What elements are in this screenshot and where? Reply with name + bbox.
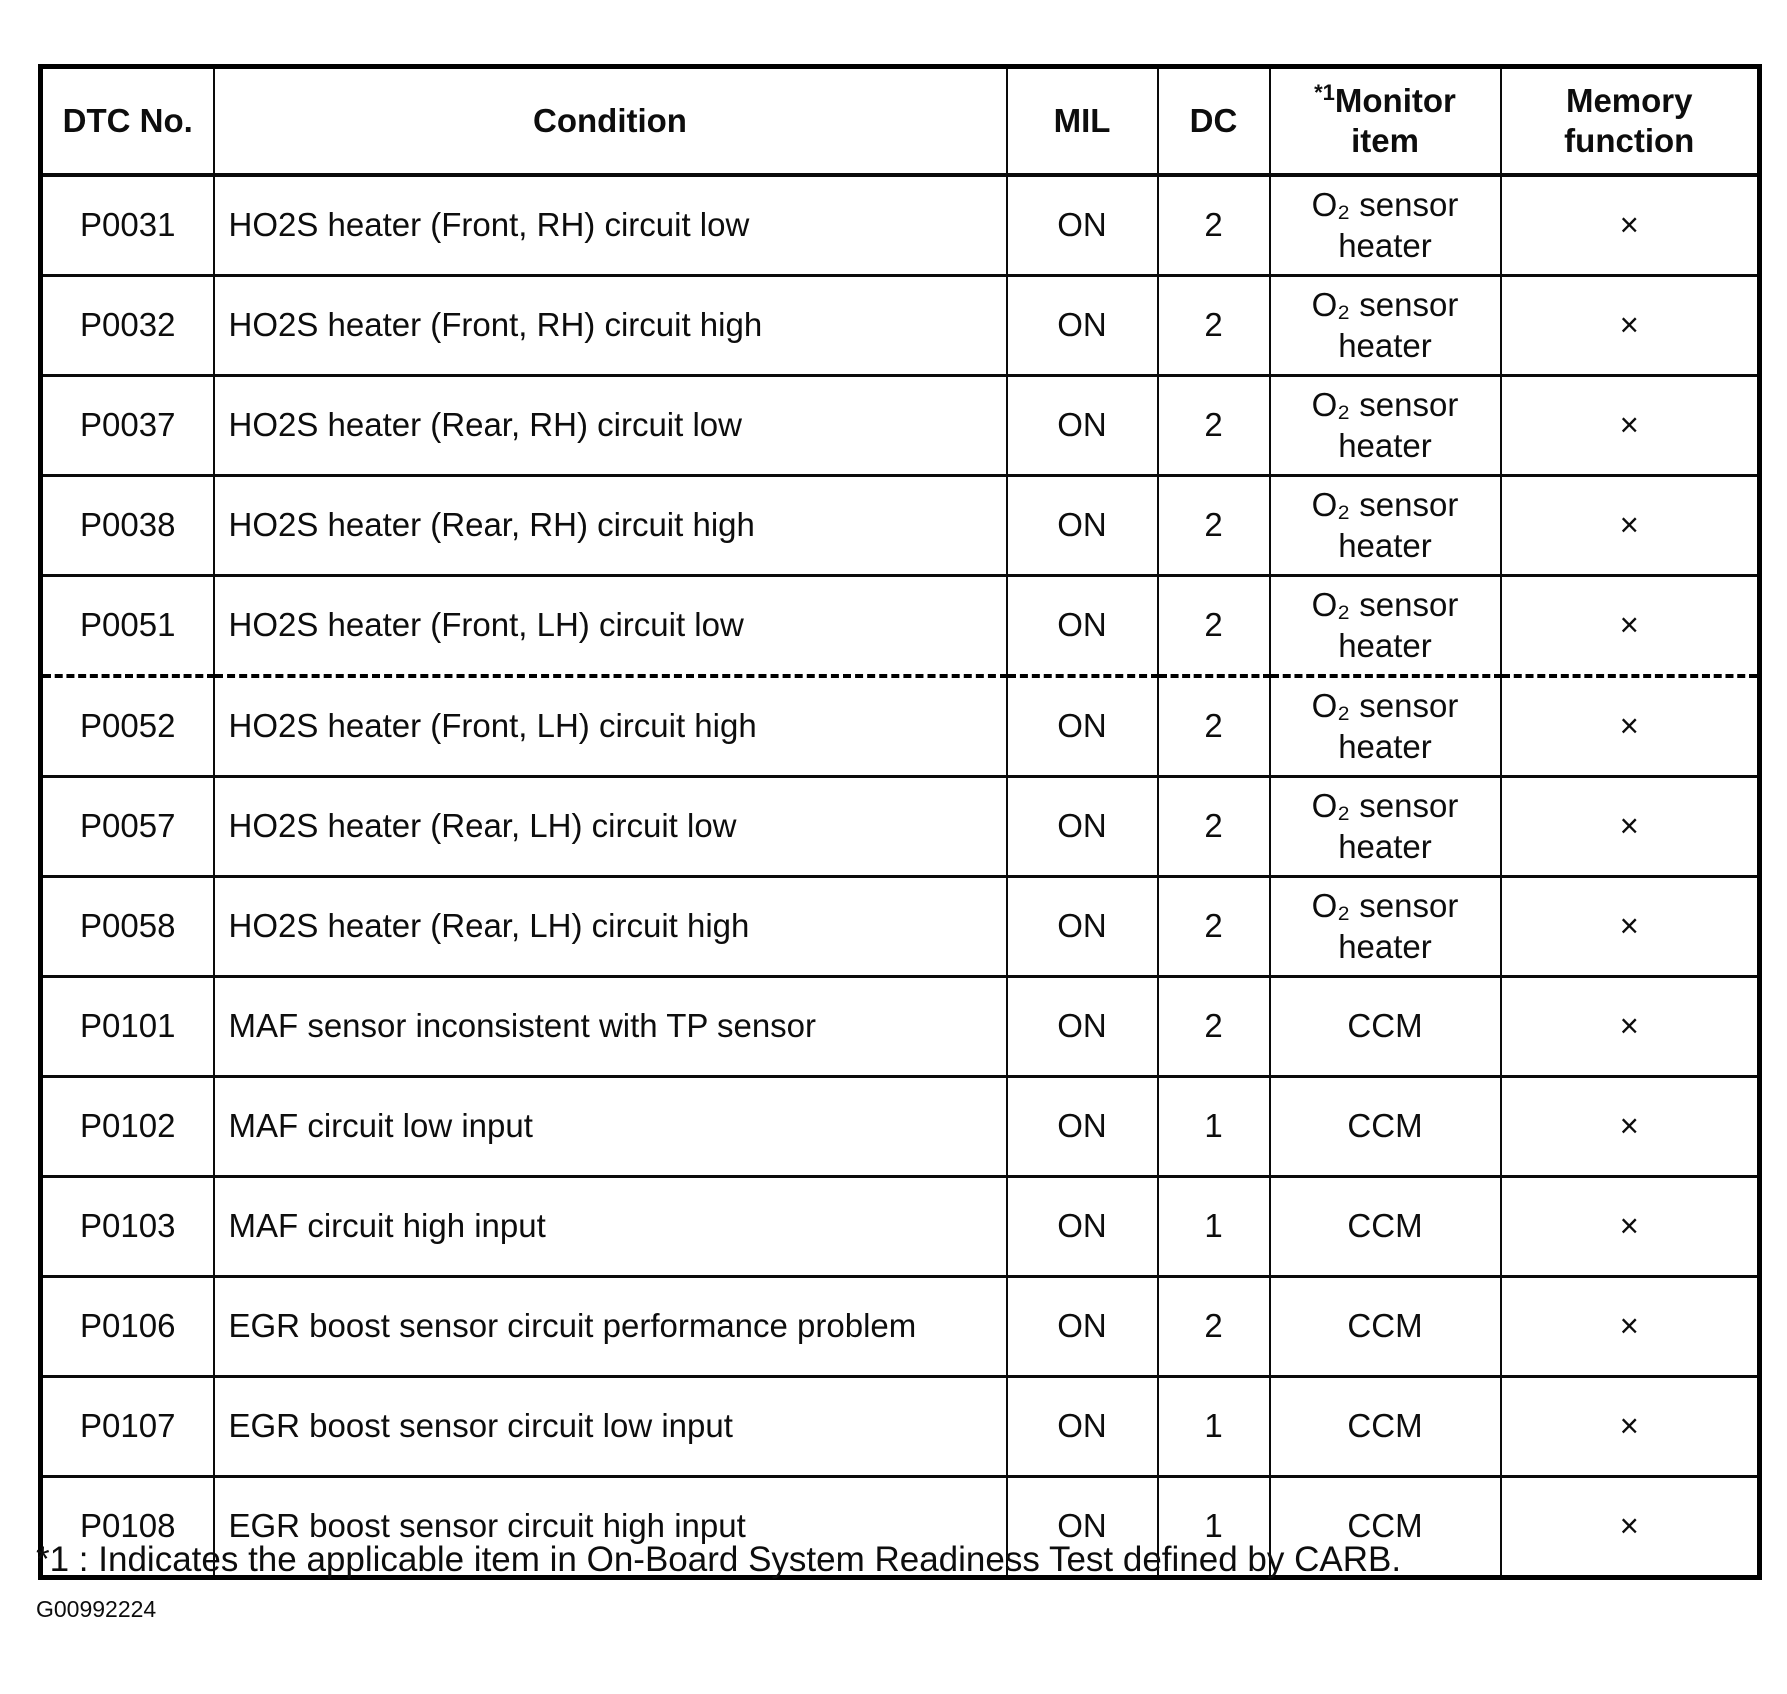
mil-cell: ON bbox=[1007, 1077, 1158, 1177]
col-header-condition-label: Condition bbox=[533, 101, 687, 139]
col-header-memory-function-label: Memory function bbox=[1564, 81, 1695, 159]
monitor-item-cell: O₂ sensor heater bbox=[1270, 576, 1501, 677]
condition-cell: MAF circuit low input bbox=[214, 1077, 1007, 1177]
monitor-item-cell: CCM bbox=[1270, 1077, 1501, 1177]
memory-function-cell: × bbox=[1501, 276, 1760, 376]
monitor-item-cell: CCM bbox=[1270, 1377, 1501, 1477]
monitor-item-cell: O₂ sensor heater bbox=[1270, 676, 1501, 777]
memory-function-cell: × bbox=[1501, 175, 1760, 276]
memory-function-cell: × bbox=[1501, 1277, 1760, 1377]
col-header-dc bbox=[1158, 67, 1270, 176]
memory-function-cell: × bbox=[1501, 576, 1760, 677]
memory-function-cell: × bbox=[1501, 1077, 1760, 1177]
monitor-item-cell: O₂ sensor heater bbox=[1270, 777, 1501, 877]
dtc-number-cell: P0037 bbox=[41, 376, 214, 476]
table-row bbox=[41, 1377, 1760, 1477]
footnote: *1 : Indicates the applicable item in On-Board System Readiness Test defined by CARB. bbox=[36, 1540, 1402, 1579]
table-row bbox=[41, 977, 1760, 1077]
mil-cell: ON bbox=[1007, 1377, 1158, 1477]
monitor-item-cell: O₂ sensor heater bbox=[1270, 877, 1501, 977]
table-row bbox=[41, 1277, 1760, 1377]
mil-cell: ON bbox=[1007, 1177, 1158, 1277]
condition-cell: HO2S heater (Rear, LH) circuit high bbox=[214, 877, 1007, 977]
dc-cell: 2 bbox=[1158, 376, 1270, 476]
dc-cell: 2 bbox=[1158, 977, 1270, 1077]
dtc-number-cell: P0103 bbox=[41, 1177, 214, 1277]
col-header-dtc-no bbox=[41, 67, 214, 176]
monitor-item-cell: O₂ sensor heater bbox=[1270, 376, 1501, 476]
dc-cell: 2 bbox=[1158, 576, 1270, 677]
condition-cell: MAF circuit high input bbox=[214, 1177, 1007, 1277]
dtc-table-body bbox=[41, 175, 1760, 1578]
dtc-number-cell: P0058 bbox=[41, 877, 214, 977]
dtc-number-cell: P0051 bbox=[41, 576, 214, 677]
dc-cell: 2 bbox=[1158, 777, 1270, 877]
memory-function-cell: × bbox=[1501, 877, 1760, 977]
mil-cell: ON bbox=[1007, 576, 1158, 677]
col-header-dtc-no-label: DTC No. bbox=[62, 101, 193, 139]
col-header-monitor-item bbox=[1270, 67, 1501, 176]
mil-cell: ON bbox=[1007, 877, 1158, 977]
memory-function-cell: × bbox=[1501, 376, 1760, 476]
dc-cell: 2 bbox=[1158, 476, 1270, 576]
dtc-number-cell: P0106 bbox=[41, 1277, 214, 1377]
condition-cell: HO2S heater (Front, RH) circuit high bbox=[214, 276, 1007, 376]
col-header-memory-function bbox=[1501, 67, 1760, 176]
monitor-item-cell: O₂ sensor heater bbox=[1270, 175, 1501, 276]
col-header-dc-label: DC bbox=[1189, 101, 1238, 139]
monitor-item-cell: O₂ sensor heater bbox=[1270, 476, 1501, 576]
condition-cell: EGR boost sensor circuit performance problem bbox=[214, 1277, 1007, 1377]
mil-cell: ON bbox=[1007, 175, 1158, 276]
dc-cell: 1 bbox=[1158, 1377, 1270, 1477]
dc-cell: 2 bbox=[1158, 877, 1270, 977]
table-row bbox=[41, 276, 1760, 376]
mil-cell: ON bbox=[1007, 276, 1158, 376]
mil-cell: ON bbox=[1007, 376, 1158, 476]
dtc-table bbox=[38, 64, 1762, 1580]
table-row bbox=[41, 175, 1760, 276]
dtc-number-cell: P0032 bbox=[41, 276, 214, 376]
table-row bbox=[41, 576, 1760, 677]
table-row bbox=[41, 476, 1760, 576]
memory-function-cell: × bbox=[1501, 1377, 1760, 1477]
dc-cell: 1 bbox=[1158, 1477, 1270, 1578]
condition-cell: HO2S heater (Front, LH) circuit low bbox=[214, 576, 1007, 677]
col-header-mil-label: MIL bbox=[1053, 101, 1111, 139]
dtc-number-cell: P0038 bbox=[41, 476, 214, 576]
dtc-number-cell: P0102 bbox=[41, 1077, 214, 1177]
monitor-item-cell: CCM bbox=[1270, 1477, 1501, 1578]
memory-function-cell: × bbox=[1501, 777, 1760, 877]
condition-cell: HO2S heater (Front, RH) circuit low bbox=[214, 175, 1007, 276]
dtc-number-cell: P0101 bbox=[41, 977, 214, 1077]
mil-cell: ON bbox=[1007, 676, 1158, 777]
monitor-item-cell: CCM bbox=[1270, 977, 1501, 1077]
dtc-number-cell: P0107 bbox=[41, 1377, 214, 1477]
mil-cell: ON bbox=[1007, 777, 1158, 877]
condition-cell: HO2S heater (Front, LH) circuit high bbox=[214, 676, 1007, 777]
condition-cell: EGR boost sensor circuit low input bbox=[214, 1377, 1007, 1477]
condition-cell: MAF sensor inconsistent with TP sensor bbox=[214, 977, 1007, 1077]
col-header-monitor-item-label: Monitor item bbox=[1334, 81, 1456, 159]
dc-cell: 1 bbox=[1158, 1077, 1270, 1177]
table-row bbox=[41, 376, 1760, 476]
mil-cell: ON bbox=[1007, 1477, 1158, 1578]
memory-function-cell: × bbox=[1501, 476, 1760, 576]
header-row bbox=[41, 67, 1760, 176]
monitor-item-cell: O₂ sensor heater bbox=[1270, 276, 1501, 376]
condition-cell: HO2S heater (Rear, RH) circuit high bbox=[214, 476, 1007, 576]
dc-cell: 1 bbox=[1158, 1177, 1270, 1277]
footnote-marker-superscript: *1 bbox=[1314, 79, 1335, 105]
dc-cell: 2 bbox=[1158, 276, 1270, 376]
table-row bbox=[41, 676, 1760, 777]
col-header-mil bbox=[1007, 67, 1158, 176]
condition-cell: HO2S heater (Rear, LH) circuit low bbox=[214, 777, 1007, 877]
table-row bbox=[41, 1177, 1760, 1277]
condition-cell: EGR boost sensor circuit high input bbox=[214, 1477, 1007, 1578]
mil-cell: ON bbox=[1007, 1277, 1158, 1377]
dc-cell: 2 bbox=[1158, 676, 1270, 777]
dc-cell: 2 bbox=[1158, 175, 1270, 276]
condition-cell: HO2S heater (Rear, RH) circuit low bbox=[214, 376, 1007, 476]
dtc-number-cell: P0031 bbox=[41, 175, 214, 276]
monitor-item-cell: CCM bbox=[1270, 1177, 1501, 1277]
figure-id: G00992224 bbox=[36, 1596, 157, 1622]
memory-function-cell: × bbox=[1501, 1477, 1760, 1578]
table-row bbox=[41, 777, 1760, 877]
dtc-number-cell: P0052 bbox=[41, 676, 214, 777]
dtc-number-cell: P0108 bbox=[41, 1477, 214, 1578]
memory-function-cell: × bbox=[1501, 1177, 1760, 1277]
mil-cell: ON bbox=[1007, 476, 1158, 576]
table-row bbox=[41, 877, 1760, 977]
monitor-item-cell: CCM bbox=[1270, 1277, 1501, 1377]
col-header-condition bbox=[214, 67, 1007, 176]
dtc-number-cell: P0057 bbox=[41, 777, 214, 877]
dc-cell: 2 bbox=[1158, 1277, 1270, 1377]
table-row bbox=[41, 1077, 1760, 1177]
dtc-table-header bbox=[41, 67, 1760, 176]
memory-function-cell: × bbox=[1501, 676, 1760, 777]
memory-function-cell: × bbox=[1501, 977, 1760, 1077]
mil-cell: ON bbox=[1007, 977, 1158, 1077]
